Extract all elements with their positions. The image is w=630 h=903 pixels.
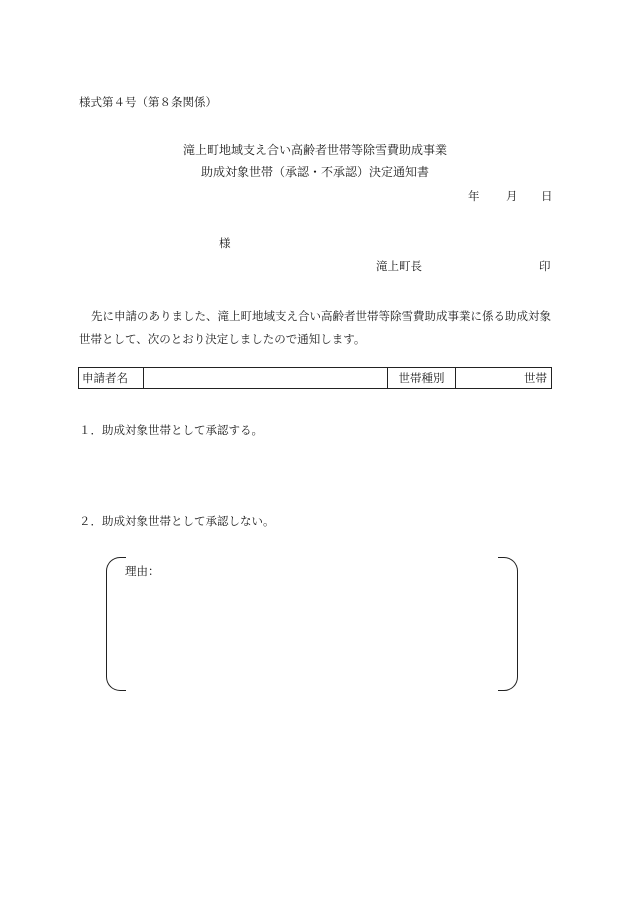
notice-body-text: 先に申請のありました、滝上町地域支え合い高齢者世帯等除雪費助成事業に係る助成対象世帯として、次のとおり決定しましたので通知します。 <box>79 309 551 346</box>
reason-bracket-left <box>106 557 126 691</box>
applicant-name-field[interactable] <box>144 368 388 388</box>
reason-label: 理由： <box>125 564 160 578</box>
document-title-line2: 助成対象世帯（承認・不承認）決定通知書 <box>200 165 429 179</box>
option-rejected: ２．助成対象世帯として承認しない。 <box>79 514 275 528</box>
household-type-field[interactable]: 世帯 <box>524 371 547 385</box>
reason-bracket-right <box>498 557 518 691</box>
applicant-name-label: 申請者名 <box>79 368 144 388</box>
date-month-label: 月 <box>506 189 518 203</box>
form-number: 様式第４号（第８条関係） <box>79 95 217 109</box>
document-title-line1: 滝上町地域支え合い高齢者世帯等除雪費助成事業 <box>182 143 447 157</box>
option-approved: １．助成対象世帯として承認する。 <box>79 423 263 437</box>
date-year-label: 年 <box>468 189 480 203</box>
seal-mark: 印 <box>539 259 551 273</box>
addressee-suffix: 様 <box>219 236 231 250</box>
issuer-name: 滝上町長 <box>376 259 422 273</box>
household-type-label: 世帯種別 <box>388 368 456 388</box>
date-day-label: 日 <box>541 189 553 203</box>
applicant-info-table <box>78 367 552 389</box>
